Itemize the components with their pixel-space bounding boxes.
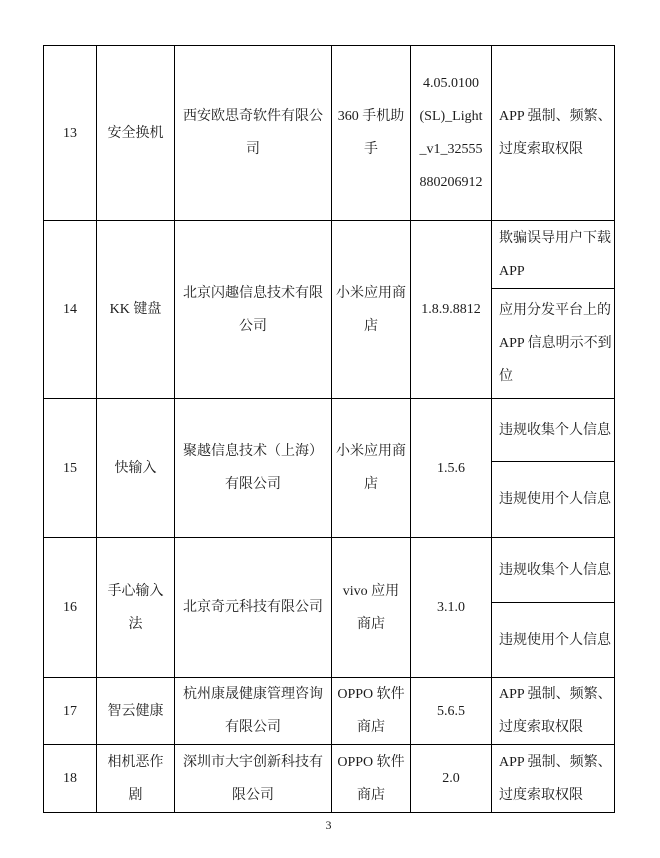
store-cell: OPPO 软件商店 [332, 745, 411, 813]
version-cell: 5.6.5 [411, 678, 492, 745]
row-number-cell: 13 [44, 46, 97, 221]
violation-cell: 违规收集个人信息 [492, 399, 615, 462]
table-row [44, 745, 615, 813]
violation-cell: 违规收集个人信息 [492, 538, 615, 603]
row-number-cell: 16 [44, 538, 97, 678]
app-name-cell: 安全换机 [97, 46, 175, 221]
store-cell: 小米应用商店 [332, 221, 411, 399]
violation-cell: APP 强制、频繁、过度索取权限 [492, 46, 615, 221]
page-number: 3 [325, 818, 332, 832]
store-cell: 小米应用商店 [332, 399, 411, 538]
version-cell: 4.05.0100(SL)_Light_v1_32555880206912 [411, 46, 492, 221]
version-cell: 1.5.6 [411, 399, 492, 538]
version-cell: 2.0 [411, 745, 492, 813]
developer-cell: 聚越信息技术（上海）有限公司 [175, 399, 332, 538]
violation-cell: 违规使用个人信息 [492, 462, 615, 538]
developer-cell: 杭州康晟健康管理咨询有限公司 [175, 678, 332, 745]
violation-cell: 应用分发平台上的 APP 信息明示不到位 [492, 289, 615, 399]
violation-cell: 违规使用个人信息 [492, 603, 615, 678]
developer-cell: 北京奇元科技有限公司 [175, 538, 332, 678]
table-row [44, 221, 615, 289]
app-name-cell: 快输入 [97, 399, 175, 538]
row-number-cell: 14 [44, 221, 97, 399]
store-cell: vivo 应用商店 [332, 538, 411, 678]
developer-cell: 深圳市大宇创新科技有限公司 [175, 745, 332, 813]
developer-cell: 西安欧思奇软件有限公司 [175, 46, 332, 221]
table-row [44, 399, 615, 462]
table-row [44, 46, 615, 221]
table-row [44, 538, 615, 603]
row-number-cell: 17 [44, 678, 97, 745]
version-cell: 3.1.0 [411, 538, 492, 678]
violation-cell: APP 强制、频繁、过度索取权限 [492, 745, 615, 813]
table-row [44, 678, 615, 745]
app-name-cell: KK 键盘 [97, 221, 175, 399]
store-cell: 360 手机助手 [332, 46, 411, 221]
version-cell: 1.8.9.8812 [411, 221, 492, 399]
app-name-cell: 手心输入法 [97, 538, 175, 678]
app-name-cell: 相机恶作剧 [97, 745, 175, 813]
violation-cell: 欺骗误导用户下载 APP [492, 221, 615, 289]
developer-cell: 北京闪趣信息技术有限公司 [175, 221, 332, 399]
row-number-cell: 18 [44, 745, 97, 813]
violation-cell: APP 强制、频繁、过度索取权限 [492, 678, 615, 745]
store-cell: OPPO 软件商店 [332, 678, 411, 745]
row-number-cell: 15 [44, 399, 97, 538]
app-violation-table [43, 45, 615, 813]
app-name-cell: 智云健康 [97, 678, 175, 745]
